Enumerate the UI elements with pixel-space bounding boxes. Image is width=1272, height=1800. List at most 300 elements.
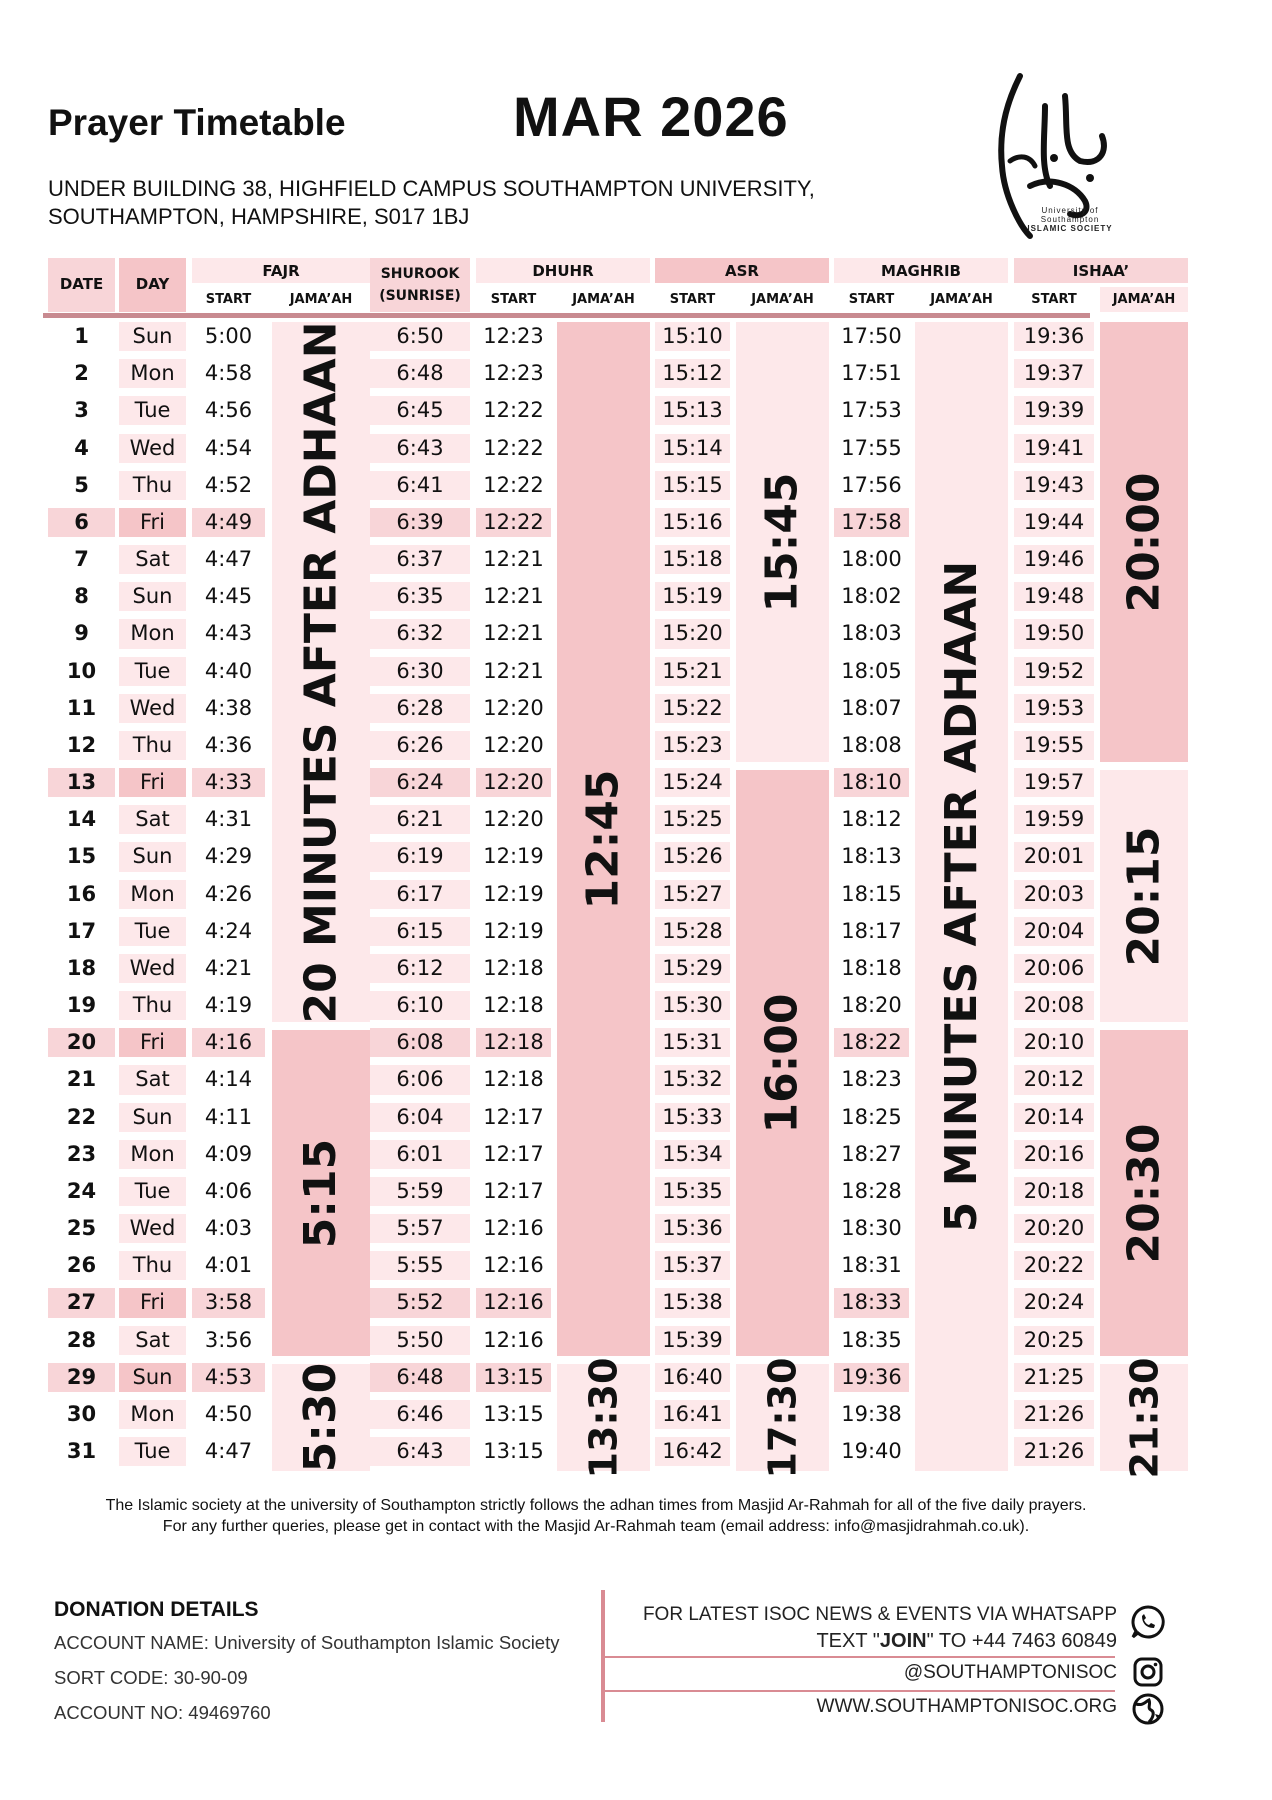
cell-day: Wed: [119, 1214, 186, 1243]
cell-fajr: 4:21: [204, 955, 253, 980]
dhuhr-jamaah-block-2: 13:30: [557, 1364, 650, 1471]
donation-sort-code: SORT CODE: 30-90-09: [54, 1667, 248, 1688]
cell-ishaa: 19:59: [1014, 805, 1094, 834]
cell-asr: 16:42: [655, 1437, 730, 1466]
subheader-maghrib-start: START: [848, 292, 895, 307]
subheader-dhuhr-start: START: [490, 292, 537, 307]
cell-asr: 15:28: [655, 917, 730, 946]
cell-maghrib: 18:25: [841, 1104, 902, 1129]
cell-dhuhr: 12:18: [476, 1028, 551, 1057]
cell-asr: 15:23: [655, 731, 730, 760]
ishaa-jamaah-block-2: 20:15: [1100, 770, 1188, 1022]
cell-dhuhr: 12:22: [483, 398, 544, 423]
dhuhr-jamaah-block-1: 12:45: [557, 322, 650, 1356]
cell-ishaa: 19:55: [1014, 731, 1094, 760]
cell-fajr: 4:36: [204, 732, 253, 757]
cell-fajr: 4:03: [204, 1216, 253, 1241]
ishaa-jamaah-block-4: 21:30: [1100, 1364, 1188, 1471]
cell-shurook: 6:30: [370, 657, 470, 686]
cell-date: 28: [66, 1327, 97, 1352]
cell-maghrib: 18:35: [841, 1327, 902, 1352]
subheader-ishaa-start: START: [1031, 292, 1077, 307]
cell-day: Fri: [119, 508, 186, 537]
cell-dhuhr: 12:23: [483, 361, 544, 386]
cell-ishaa: 19:50: [1014, 619, 1094, 648]
cell-maghrib: 17:56: [841, 472, 902, 497]
cell-date: 27: [48, 1288, 115, 1317]
subheader-dhuhr-jamaah: JAMA’AH: [572, 292, 635, 307]
cell-date: 21: [66, 1067, 97, 1092]
cell-asr: 15:25: [655, 805, 730, 834]
cell-dhuhr: 12:18: [483, 993, 544, 1018]
cell-day: Sun: [119, 322, 186, 351]
website-link[interactable]: WWW.SOUTHAMPTONISOC.ORG: [816, 1696, 1117, 1717]
cell-day: Sat: [119, 545, 186, 574]
cell-shurook: 6:19: [370, 842, 470, 871]
address-line-2: SOUTHAMPTON, HAMPSHIRE, S017 1BJ: [48, 204, 470, 229]
cell-maghrib: 18:15: [841, 881, 902, 906]
cell-fajr: 4:54: [204, 435, 253, 460]
cell-shurook: 6:08: [370, 1028, 470, 1057]
cell-asr: 15:14: [655, 434, 730, 463]
cell-day: Thu: [119, 471, 186, 500]
cell-asr: 15:33: [655, 1103, 730, 1132]
cell-dhuhr: 13:15: [483, 1401, 544, 1426]
cell-date: 19: [66, 993, 97, 1018]
cell-ishaa: 20:04: [1014, 917, 1094, 946]
cell-ishaa: 20:18: [1014, 1177, 1094, 1206]
donation-account-no: ACCOUNT NO: 49469760: [54, 1702, 271, 1723]
cell-day: Tue: [119, 657, 186, 686]
cell-dhuhr: 12:22: [483, 472, 544, 497]
cell-day: Sat: [119, 1326, 186, 1355]
cell-asr: 15:24: [655, 768, 730, 797]
cell-shurook: 6:43: [370, 434, 470, 463]
address-line-1: UNDER BUILDING 38, HIGHFIELD CAMPUS SOUTHAMPTON UNIVERSITY,: [48, 176, 815, 201]
cell-maghrib: 18:22: [834, 1028, 909, 1057]
cell-maghrib: 18:05: [841, 658, 902, 683]
cell-ishaa: 20:12: [1014, 1065, 1094, 1094]
cell-maghrib: 19:40: [841, 1439, 902, 1464]
cell-shurook: 5:57: [370, 1214, 470, 1243]
cell-asr: 15:13: [655, 396, 730, 425]
cell-shurook: 6:15: [370, 917, 470, 946]
logo-caption: University of Southampton ISLAMIC SOCIETY: [1027, 206, 1113, 233]
cell-maghrib: 18:07: [841, 695, 902, 720]
cell-maghrib: 18:02: [841, 584, 902, 609]
cell-ishaa: 19:44: [1014, 508, 1094, 537]
cell-ishaa: 19:52: [1014, 657, 1094, 686]
cell-day: Thu: [119, 1251, 186, 1280]
cell-day: Mon: [119, 619, 186, 648]
subheader-fajr-jamaah: JAMA’AH: [289, 292, 353, 307]
cell-maghrib: 18:12: [841, 807, 902, 832]
cell-ishaa: 20:22: [1014, 1251, 1094, 1280]
cell-date: 3: [74, 398, 89, 423]
subheader-maghrib-jamaah: JAMA’AH: [930, 292, 993, 307]
cell-date: 5: [74, 472, 89, 497]
cell-day: Fri: [119, 1288, 186, 1317]
cell-day: Mon: [119, 1400, 186, 1429]
cell-asr: 15:16: [655, 508, 730, 537]
cell-fajr: 4:47: [204, 547, 253, 572]
cell-date: 18: [66, 955, 97, 980]
cell-dhuhr: 12:16: [483, 1327, 544, 1352]
cell-asr: 15:19: [655, 582, 730, 611]
cell-asr: 16:40: [655, 1363, 730, 1392]
subheader-ishaa-jamaah: JAMA’AH: [1112, 292, 1176, 307]
cell-ishaa: 20:14: [1014, 1103, 1094, 1132]
cell-asr: 15:12: [655, 359, 730, 388]
cell-maghrib: 18:28: [841, 1178, 902, 1203]
cell-dhuhr: 12:22: [483, 435, 544, 460]
cell-maghrib: 18:27: [841, 1141, 902, 1166]
cell-shurook: 6:10: [370, 991, 470, 1020]
cell-shurook: 6:06: [370, 1065, 470, 1094]
cell-day: Mon: [119, 880, 186, 909]
cell-maghrib: 18:08: [841, 732, 902, 757]
cell-asr: 15:31: [655, 1028, 730, 1057]
cell-fajr: 4:50: [204, 1401, 253, 1426]
cell-date: 7: [74, 547, 89, 572]
cell-dhuhr: 12:17: [483, 1141, 544, 1166]
cell-asr: 15:20: [655, 619, 730, 648]
cell-fajr: 4:47: [204, 1439, 253, 1464]
cell-asr: 15:22: [655, 694, 730, 723]
cell-asr: 15:38: [655, 1288, 730, 1317]
cell-maghrib: 17:55: [841, 435, 902, 460]
cell-date: 2: [74, 361, 89, 386]
cell-day: Sun: [119, 1103, 186, 1132]
instagram-handle[interactable]: @SOUTHAMPTONISOC: [903, 1662, 1117, 1683]
cell-dhuhr: 12:20: [483, 807, 544, 832]
fajr-jamaah-block-3: 5:30: [272, 1364, 370, 1471]
cell-dhuhr: 12:20: [476, 768, 551, 797]
cell-shurook: 6:01: [370, 1140, 470, 1169]
ishaa-jamaah-block-1: 20:00: [1100, 322, 1188, 762]
cell-dhuhr: 12:16: [483, 1253, 544, 1278]
cell-dhuhr: 12:18: [483, 955, 544, 980]
cell-fajr: 4:06: [204, 1178, 253, 1203]
cell-day: Tue: [119, 396, 186, 425]
cell-day: Tue: [119, 917, 186, 946]
cell-dhuhr: 12:21: [483, 547, 544, 572]
cell-ishaa: 19:57: [1014, 768, 1094, 797]
cell-fajr: 4:11: [204, 1104, 253, 1129]
cell-maghrib: 18:20: [841, 993, 902, 1018]
cell-date: 6: [48, 508, 115, 537]
cell-ishaa: 21:26: [1014, 1437, 1094, 1466]
cell-date: 31: [66, 1439, 97, 1464]
cell-shurook: 6:48: [370, 359, 470, 388]
cell-fajr: 4:45: [204, 584, 253, 609]
cell-date: 26: [66, 1253, 97, 1278]
header-day: DAY: [135, 275, 170, 293]
cell-maghrib: 18:23: [841, 1067, 902, 1092]
cell-dhuhr: 12:20: [483, 695, 544, 720]
cell-shurook: 5:52: [370, 1288, 470, 1317]
cell-asr: 15:35: [655, 1177, 730, 1206]
cell-shurook: 6:24: [370, 768, 470, 797]
cell-fajr: 4:53: [192, 1363, 265, 1392]
cell-ishaa: 21:25: [1014, 1363, 1094, 1392]
header-maghrib: MAGHRIB: [881, 262, 961, 280]
cell-fajr: 4:58: [204, 361, 253, 386]
cell-shurook: 5:59: [370, 1177, 470, 1206]
cell-fajr: 4:01: [204, 1253, 253, 1278]
note-line-2: For any further queries, please get in contact with the Masjid Ar-Rahmah team (email address: info@masjidrahmah.co.uk).: [162, 1518, 1030, 1535]
cell-shurook: 6:50: [370, 322, 470, 351]
cell-ishaa: 20:16: [1014, 1140, 1094, 1169]
cell-dhuhr: 12:21: [483, 658, 544, 683]
cell-ishaa: 19:48: [1014, 582, 1094, 611]
cell-date: 13: [48, 768, 115, 797]
cell-dhuhr: 12:19: [483, 918, 544, 943]
cell-shurook: 6:43: [370, 1437, 470, 1466]
cell-ishaa: 20:20: [1014, 1214, 1094, 1243]
cell-maghrib: 18:31: [841, 1253, 902, 1278]
cell-day: Wed: [119, 954, 186, 983]
cell-asr: 15:10: [655, 322, 730, 351]
fajr-jamaah-block-2: 5:15: [272, 1030, 370, 1356]
contact-divider-2: [605, 1690, 1115, 1692]
cell-day: Sat: [119, 805, 186, 834]
page-title: Prayer Timetable: [48, 102, 346, 143]
cell-shurook: 6:39: [370, 508, 470, 537]
cell-day: Sat: [119, 1065, 186, 1094]
cell-date: 14: [66, 807, 97, 832]
header-dhuhr: DHUHR: [532, 262, 594, 280]
cell-fajr: 4:14: [204, 1067, 253, 1092]
cell-maghrib: 17:53: [841, 398, 902, 423]
ishaa-jamaah-block-3: 20:30: [1100, 1030, 1188, 1356]
cell-shurook: 5:50: [370, 1326, 470, 1355]
fajr-jamaah-block-1: 20 MINUTES AFTER ADHAAN: [272, 322, 370, 1022]
cell-shurook: 6:21: [370, 805, 470, 834]
cell-ishaa: 20:24: [1014, 1288, 1094, 1317]
cell-day: Mon: [119, 1140, 186, 1169]
cell-shurook: 6:04: [370, 1103, 470, 1132]
cell-date: 24: [66, 1178, 97, 1203]
cell-asr: 15:29: [655, 954, 730, 983]
cell-shurook: 6:28: [370, 694, 470, 723]
cell-fajr: 4:56: [204, 398, 253, 423]
cell-fajr: 4:38: [204, 695, 253, 720]
cell-day: Tue: [119, 1437, 186, 1466]
cell-date: 25: [66, 1216, 97, 1241]
cell-fajr: 3:58: [192, 1288, 265, 1317]
cell-dhuhr: 12:17: [483, 1178, 544, 1203]
cell-asr: 15:27: [655, 880, 730, 909]
cell-asr: 15:37: [655, 1251, 730, 1280]
cell-ishaa: 20:10: [1014, 1028, 1094, 1057]
instagram-icon[interactable]: [1132, 1656, 1164, 1688]
whatsapp-line-1: FOR LATEST ISOC NEWS & EVENTS VIA WHATSAPP: [642, 1604, 1117, 1625]
cell-shurook: 6:26: [370, 731, 470, 760]
contact-divider-1: [605, 1656, 1115, 1658]
cell-asr: 15:18: [655, 545, 730, 574]
cell-maghrib: 19:38: [841, 1401, 902, 1426]
globe-icon[interactable]: [1131, 1692, 1165, 1726]
cell-shurook: 6:37: [370, 545, 470, 574]
cell-ishaa: 19:46: [1014, 545, 1094, 574]
cell-day: Sun: [119, 842, 186, 871]
cell-maghrib: 18:17: [841, 918, 902, 943]
cell-fajr: 4:24: [204, 918, 253, 943]
cell-dhuhr: 12:16: [476, 1288, 551, 1317]
cell-fajr: 5:00: [204, 324, 253, 348]
whatsapp-line-2: TEXT "JOIN" TO +44 7463 60849: [816, 1630, 1117, 1652]
cell-date: 17: [66, 918, 97, 943]
cell-ishaa: 20:01: [1014, 842, 1094, 871]
cell-day: Sun: [119, 1363, 186, 1392]
cell-fajr: 4:52: [204, 472, 253, 497]
cell-ishaa: 20:03: [1014, 880, 1094, 909]
note-line-1: The Islamic society at the university of Southampton strictly follows the adhan times from Masjid Ar-Rahmah for all of the five daily prayers.: [105, 1497, 1087, 1514]
cell-asr: 15:21: [655, 657, 730, 686]
whatsapp-icon[interactable]: [1130, 1604, 1166, 1640]
cell-fajr: 4:43: [204, 621, 253, 646]
cell-shurook: 6:17: [370, 880, 470, 909]
cell-date: 20: [48, 1028, 115, 1057]
header-fajr: FAJR: [262, 262, 300, 280]
cell-ishaa: 20:08: [1014, 991, 1094, 1020]
cell-dhuhr: 12:18: [483, 1067, 544, 1092]
header-asr: ASR: [725, 262, 759, 280]
cell-fajr: 4:09: [204, 1141, 253, 1166]
cell-shurook: 5:55: [370, 1251, 470, 1280]
cell-fajr: 4:29: [204, 844, 253, 869]
cell-day: Wed: [119, 694, 186, 723]
cell-asr: 15:15: [655, 471, 730, 500]
subheader-asr-start: START: [669, 292, 716, 307]
subheader-fajr-start: START: [205, 292, 252, 307]
cell-fajr: 4:40: [204, 658, 253, 683]
cell-dhuhr: 12:23: [483, 324, 544, 348]
cell-maghrib: 18:18: [841, 955, 902, 980]
cell-day: Wed: [119, 434, 186, 463]
cell-date: 30: [66, 1401, 97, 1426]
subheader-asr-jamaah: JAMA’AH: [751, 292, 814, 307]
cell-date: 9: [74, 621, 89, 646]
cell-dhuhr: 12:20: [483, 732, 544, 757]
cell-asr: 15:39: [655, 1326, 730, 1355]
cell-shurook: 6:48: [370, 1363, 470, 1392]
header-rule: [43, 313, 1090, 318]
cell-date: 1: [74, 324, 89, 348]
cell-date: 15: [66, 844, 97, 869]
cell-maghrib: 18:33: [834, 1288, 909, 1317]
cell-asr: 15:32: [655, 1065, 730, 1094]
cell-maghrib: 19:36: [834, 1363, 909, 1392]
cell-maghrib: 18:03: [841, 621, 902, 646]
cell-maghrib: 17:58: [834, 508, 909, 537]
cell-dhuhr: 12:22: [476, 508, 551, 537]
header-ishaa: ISHAA’: [1072, 262, 1130, 280]
cell-day: Thu: [119, 731, 186, 760]
cell-shurook: 6:35: [370, 582, 470, 611]
cell-shurook: 6:12: [370, 954, 470, 983]
cell-ishaa: 19:41: [1014, 434, 1094, 463]
cell-maghrib: 18:10: [834, 768, 909, 797]
cell-date: 23: [66, 1141, 97, 1166]
cell-maghrib: 18:00: [841, 547, 902, 572]
cell-dhuhr: 13:15: [476, 1363, 551, 1392]
cell-asr: 15:34: [655, 1140, 730, 1169]
cell-fajr: 4:26: [204, 881, 253, 906]
asr-jamaah-block-2: 16:00: [736, 770, 829, 1356]
cell-ishaa: 19:53: [1014, 694, 1094, 723]
cell-dhuhr: 12:21: [483, 621, 544, 646]
cell-fajr: 4:33: [192, 768, 265, 797]
cell-date: 8: [74, 584, 89, 609]
cell-fajr: 3:56: [204, 1327, 253, 1352]
donation-title: DONATION DETAILS: [54, 1598, 259, 1621]
cell-day: Tue: [119, 1177, 186, 1206]
header-sunrise: (SUNRISE): [379, 288, 461, 304]
cell-maghrib: 17:51: [841, 361, 902, 386]
cell-date: 11: [66, 695, 97, 720]
cell-date: 16: [66, 881, 97, 906]
cell-ishaa: 20:25: [1014, 1326, 1094, 1355]
cell-date: 22: [66, 1104, 97, 1129]
month-title: MAR 2026: [513, 85, 789, 148]
cell-day: Mon: [119, 359, 186, 388]
cell-date: 29: [48, 1363, 115, 1392]
cell-maghrib: 18:30: [841, 1216, 902, 1241]
cell-dhuhr: 13:15: [483, 1439, 544, 1464]
donation-account-name: ACCOUNT NAME: University of Southampton Islamic Society: [54, 1632, 560, 1653]
cell-ishaa: 19:37: [1014, 359, 1094, 388]
cell-dhuhr: 12:16: [483, 1216, 544, 1241]
cell-dhuhr: 12:21: [483, 584, 544, 609]
cell-shurook: 6:46: [370, 1400, 470, 1429]
cell-shurook: 6:45: [370, 396, 470, 425]
cell-day: Fri: [119, 768, 186, 797]
cell-dhuhr: 12:19: [483, 881, 544, 906]
cell-date: 12: [66, 732, 97, 757]
cell-asr: 16:41: [655, 1400, 730, 1429]
cell-dhuhr: 12:17: [483, 1104, 544, 1129]
cell-shurook: 6:41: [370, 471, 470, 500]
cell-fajr: 4:16: [192, 1028, 265, 1057]
cell-maghrib: 17:50: [841, 324, 902, 348]
cell-day: Thu: [119, 991, 186, 1020]
header-date: DATE: [59, 275, 104, 293]
cell-fajr: 4:31: [204, 807, 253, 832]
header-shurook: SHUROOK: [380, 266, 460, 282]
asr-jamaah-block-3: 17:30: [736, 1364, 829, 1471]
cell-ishaa: 20:06: [1014, 954, 1094, 983]
cell-date: 10: [66, 658, 97, 683]
cell-dhuhr: 12:19: [483, 844, 544, 869]
cell-asr: 15:36: [655, 1214, 730, 1243]
cell-ishaa: 19:39: [1014, 396, 1094, 425]
cell-ishaa: 19:43: [1014, 471, 1094, 500]
cell-asr: 15:30: [655, 991, 730, 1020]
cell-maghrib: 18:13: [841, 844, 902, 869]
cell-day: Sun: [119, 582, 186, 611]
asr-jamaah-block-1: 15:45: [736, 322, 829, 762]
cell-ishaa: 19:36: [1014, 322, 1094, 351]
cell-fajr: 4:49: [192, 508, 265, 537]
cell-shurook: 6:32: [370, 619, 470, 648]
cell-date: 4: [74, 435, 89, 460]
cell-day: Fri: [119, 1028, 186, 1057]
cell-fajr: 4:19: [204, 993, 253, 1018]
cell-asr: 15:26: [655, 842, 730, 871]
cell-ishaa: 21:26: [1014, 1400, 1094, 1429]
